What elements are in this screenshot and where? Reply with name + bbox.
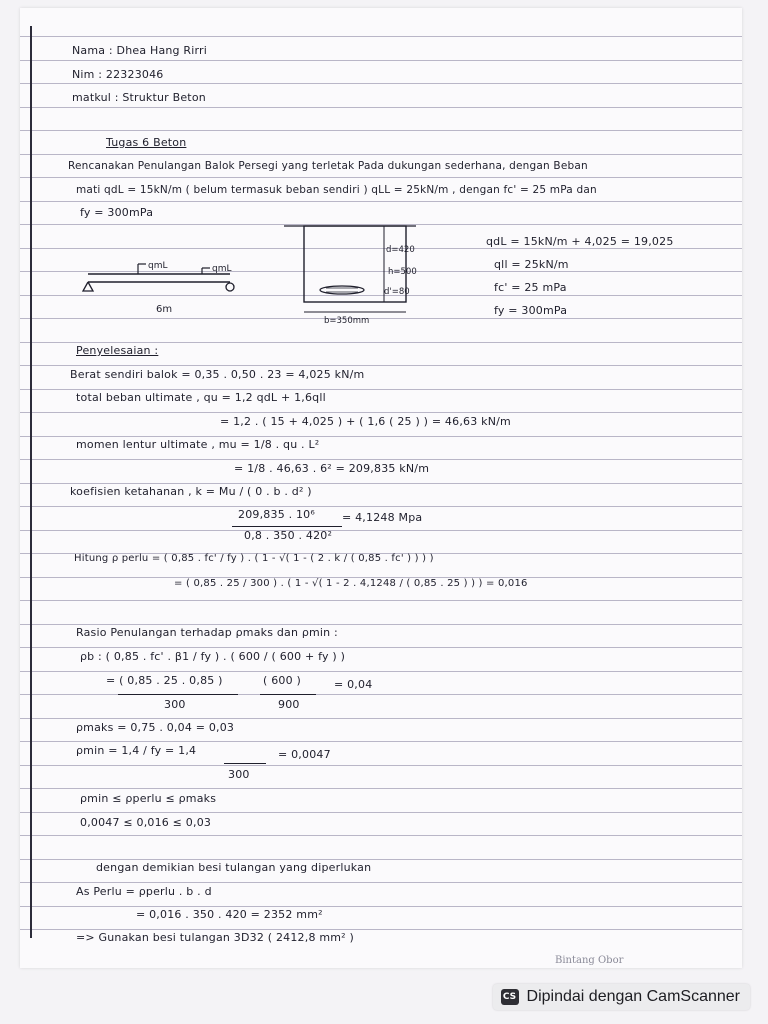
student-name: Nama : Dhea Hang Rirri xyxy=(72,44,208,57)
pin-support-icon xyxy=(83,282,93,291)
rho-b-bar-1 xyxy=(118,694,238,695)
notebook-page xyxy=(20,8,742,968)
ruled-line xyxy=(20,483,742,484)
d-label: d=420 xyxy=(386,245,415,255)
ruled-line xyxy=(20,929,742,930)
rho-b-denominator-2: 900 xyxy=(278,698,300,711)
notebook-brand-stamp: Bintang Obor xyxy=(555,955,624,966)
ruled-line xyxy=(20,36,742,37)
ruled-line xyxy=(20,765,742,766)
ruled-line xyxy=(20,107,742,108)
cross-section-diagram xyxy=(280,222,420,328)
ruled-line xyxy=(20,412,742,413)
d-prime-label: d'=80 xyxy=(384,287,410,297)
rho-b-numerator: = ( 0,85 . 25 . 0,85 ) xyxy=(106,674,223,687)
load-label-1: qmL xyxy=(148,261,168,271)
given-fy: fy = 300mPa xyxy=(494,304,568,317)
rho-b-denominator: 300 xyxy=(164,698,186,711)
k-fraction-bar xyxy=(232,526,342,527)
ruled-line xyxy=(20,389,742,390)
ruled-line xyxy=(20,365,742,366)
b-label: b=350mm xyxy=(324,316,370,326)
ruled-line xyxy=(20,906,742,907)
ruled-line xyxy=(20,506,742,507)
resistance-coefficient: koefisien ketahanan , k = Mu / ( 0 . b . d² ) xyxy=(70,485,312,498)
ruled-line xyxy=(20,177,742,178)
ruled-line xyxy=(20,201,742,202)
rho-min-result: = 0,0047 xyxy=(278,748,331,761)
ruled-line xyxy=(20,647,742,648)
rho-check-values: 0,0047 ≤ 0,016 ≤ 0,03 xyxy=(80,816,212,829)
rho-required-calc: = ( 0,85 . 25 / 300 ) . ( 1 - √( 1 - 2 . 4,1248 / ( 0,85 . 25 ) ) ) = 0,016 xyxy=(174,578,528,589)
conclusion: dengan demikian besi tulangan yang diperlukan xyxy=(96,861,372,874)
ruled-line xyxy=(20,788,742,789)
self-weight: Berat sendiri balok = 0,35 . 0,50 . 23 = 4,025 kN/m xyxy=(70,368,365,381)
ruled-line xyxy=(20,624,742,625)
ruled-line xyxy=(20,83,742,84)
camscanner-logo-icon: CS xyxy=(501,989,519,1005)
margin-line xyxy=(30,26,32,938)
problem-line-1: Rencanakan Penulangan Balok Persegi yang terletak Pada dukungan sederhana, dengan Beban xyxy=(68,160,588,172)
ruled-line xyxy=(20,859,742,860)
ultimate-load-calc: = 1,2 . ( 15 + 4,025 ) + ( 1,6 ( 25 ) ) = 46,63 kN/m xyxy=(220,415,511,428)
ruled-line xyxy=(20,741,742,742)
rho-min-denominator: 300 xyxy=(228,768,250,781)
rho-required-formula: Hitung ρ perlu = ( 0,85 . fc' / fy ) . ( 1 - √( 1 - ( 2 . k / ( 0,85 . fc' ) ) ) ) xyxy=(74,553,434,564)
span-label: 6m xyxy=(156,304,173,315)
k-denominator: 0,8 . 350 . 420² xyxy=(244,529,333,542)
load-label-2: qmL xyxy=(212,264,232,274)
given-fc: fc' = 25 mPa xyxy=(494,281,567,294)
given-qdl: qdL = 15kN/m + 4,025 = 19,025 xyxy=(486,235,674,248)
ruled-line xyxy=(20,835,742,836)
ruled-line xyxy=(20,718,742,719)
student-nim: Nim : 22323046 xyxy=(72,68,164,81)
camscanner-text: Dipindai dengan CamScanner xyxy=(526,988,740,1005)
course: matkul : Struktur Beton xyxy=(72,91,206,104)
rho-max: ρmaks = 0,75 . 0,04 = 0,03 xyxy=(76,721,235,734)
ruled-line xyxy=(20,600,742,601)
rebar-icon xyxy=(320,286,364,294)
ruled-line xyxy=(20,812,742,813)
ruled-line xyxy=(20,530,742,531)
rho-b-formula: ρb : ( 0,85 . fc' . β1 / fy ) . ( 600 / ( 600 + fy ) ) xyxy=(80,650,346,663)
ruled-line xyxy=(20,60,742,61)
rebar-selection: => Gunakan besi tulangan 3D32 ( 2412,8 mm² ) xyxy=(76,931,354,944)
as-required-formula: As Perlu = ρperlu . b . d xyxy=(76,885,212,898)
ruled-line xyxy=(20,882,742,883)
ultimate-moment-calc: = 1/8 . 46,63 . 6² = 209,835 kN/m xyxy=(234,462,430,475)
problem-line-3: fy = 300mPa xyxy=(80,206,154,219)
problem-line-2: mati qdL = 15kN/m ( belum termasuk beban sendiri ) qLL = 25kN/m , dengan fc' = 25 mPa dan xyxy=(76,184,597,196)
solution-heading: Penyelesaian : xyxy=(76,344,159,357)
ratio-heading: Rasio Penulangan terhadap ρmaks dan ρmin : xyxy=(76,626,338,639)
rho-min-bar xyxy=(224,763,266,764)
rho-min: ρmin = 1,4 / fy = 1,4 xyxy=(76,744,197,757)
k-numerator: 209,835 . 10⁶ xyxy=(238,508,315,521)
rho-b-result: = 0,04 xyxy=(334,678,373,691)
ruled-line xyxy=(20,436,742,437)
h-label: h=500 xyxy=(388,267,417,277)
rho-b-bar-2 xyxy=(260,694,316,695)
ruled-line xyxy=(20,154,742,155)
given-qll: qll = 25kN/m xyxy=(494,258,569,271)
ruled-line xyxy=(20,459,742,460)
k-result: = 4,1248 Mpa xyxy=(342,511,423,524)
ultimate-moment: momen lentur ultimate , mu = 1/8 . qu . L² xyxy=(76,438,320,451)
rho-b-numerator-2: ( 600 ) xyxy=(263,674,301,687)
roller-support-icon xyxy=(226,283,234,291)
as-required-calc: = 0,016 . 350 . 420 = 2352 mm² xyxy=(136,908,323,921)
ruled-line xyxy=(20,342,742,343)
camscanner-badge xyxy=(493,984,750,1010)
ultimate-load: total beban ultimate , qu = 1,2 qdL + 1,6qll xyxy=(76,391,326,404)
rho-check: ρmin ≤ ρperlu ≤ ρmaks xyxy=(80,792,217,805)
assignment-title: Tugas 6 Beton xyxy=(106,136,187,149)
ruled-line xyxy=(20,671,742,672)
beam-diagram xyxy=(80,246,250,316)
ruled-line xyxy=(20,130,742,131)
